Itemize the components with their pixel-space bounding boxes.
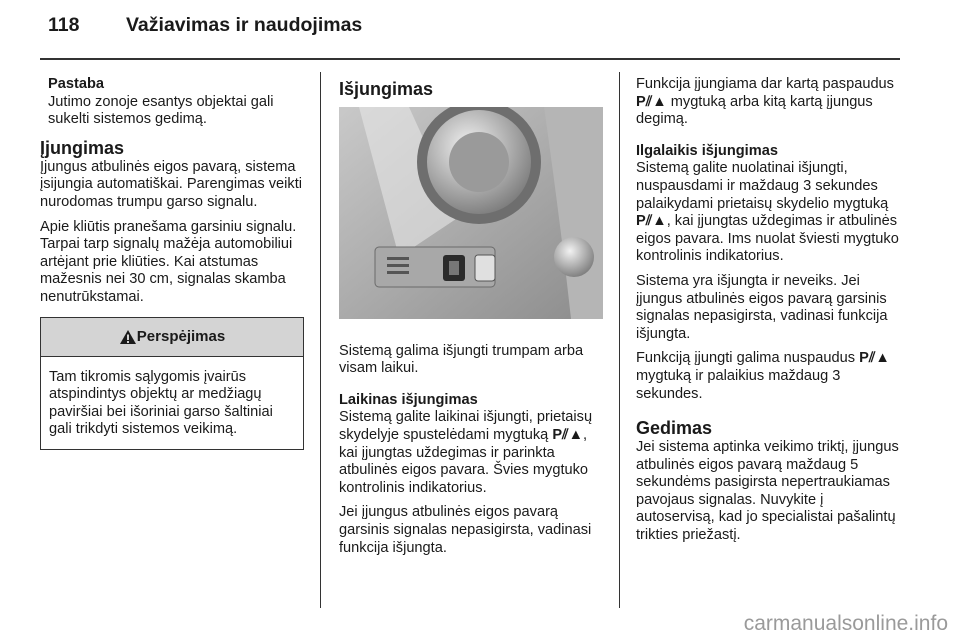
perm-on-paragraph bbox=[636, 350, 904, 403]
column-1 bbox=[40, 76, 304, 450]
temp-off-text-a: Sistemą galite laikinai išjungti, prietaisų skydelyje spustelėdami mygtuką bbox=[339, 409, 593, 443]
chapter-title: Važiavimas ir naudojimas bbox=[126, 14, 363, 36]
on-paragraph-1: Įjungus atbulinės eigos pavarą, sistema įsijungia automatiškai. Parengimas veikti nurodomas trumpu garso signalu. bbox=[40, 158, 302, 210]
reactivate-paragraph bbox=[636, 76, 904, 129]
perm-on-text-b: mygtuką ir palaikius maždaug 3 sekundes. bbox=[636, 367, 841, 402]
off-paragraph: Sistemą galima išjungti trumpam arba visam laikui. bbox=[339, 342, 584, 377]
temp-off-paragraph-2: Jei įjungus atbulinės eigos pavarą garsinis signalas nepasigirsta, vadinasi funkcija išjungta. bbox=[339, 504, 592, 556]
perm-off-text-a: Sistemą galite nuolatinai išjungti, nuspausdami ir maždaug 3 sekundes palaikydami prietaisų skydelio mygtuką bbox=[636, 160, 889, 212]
dashboard-button-photo bbox=[339, 107, 603, 319]
temp-off-paragraph bbox=[339, 409, 605, 497]
warning-triangle-icon bbox=[119, 329, 137, 345]
park-button-icon: P⫽▲ bbox=[636, 93, 667, 110]
reactivate-text-a: Funkcija įjungiama dar kartą paspaudus bbox=[636, 76, 894, 92]
temp-off-text-b: , kai įjungtas uždegimas ir parinkta atbulinės eigos pavara. Švies mygtuko kontrolinis indikatorius. bbox=[339, 426, 589, 496]
section-heading-off: Išjungimas bbox=[339, 79, 434, 99]
warning-title: Perspėjimas bbox=[136, 327, 226, 345]
perm-off-heading: Ilgalaikis išjungimas bbox=[636, 142, 778, 159]
reactivate-text-b: mygtuką arba kitą kartą įjungus degimą. bbox=[636, 93, 873, 128]
watermark: carmanualsonline.info bbox=[743, 612, 948, 635]
page-header bbox=[48, 14, 362, 37]
park-button-icon: P⫽▲ bbox=[636, 213, 667, 230]
fault-paragraph: Jei sistema aptinka veikimo triktį, įjungus atbulinės eigos pavarą maždaug 5 sekundėms pasigirsta nepertraukiamas pavojaus signalas. Nuvykite į autoservisą, kad jo specialistai pašalintų trikties priežastį. bbox=[636, 439, 899, 544]
note-text: Jutimo zonoje esantys objektai gali sukelti sistemos gedimą. bbox=[48, 93, 274, 128]
perm-off-paragraph-2: Sistema yra išjungta ir neveiks. Jei įjungus atbulinės eigos pavarą garsinis signalas nepasigirsta, vadinasi funkcija išjungta. bbox=[636, 272, 888, 342]
section-heading-fault: Gedimas bbox=[636, 418, 713, 439]
temp-off-heading: Laikinas išjungimas bbox=[339, 391, 478, 408]
column-divider-2 bbox=[619, 72, 620, 608]
warning-box bbox=[40, 317, 304, 450]
note-heading: Pastaba bbox=[48, 76, 104, 92]
on-paragraph-2: Apie kliūtis pranešama garsiniu signalu. Tarpai tarp signalų mažėja automobiliui artėjant prie kliūties. Kai atstumas mažesnis nei 30 cm, signalas skamba nenutrūkstamai. bbox=[40, 218, 297, 305]
note-block bbox=[40, 76, 304, 129]
section-heading-on: Įjungimas bbox=[40, 137, 125, 158]
park-button-icon: P⫽▲ bbox=[552, 426, 584, 443]
header-rule bbox=[40, 58, 900, 60]
perm-off-paragraph bbox=[636, 160, 904, 266]
warning-header bbox=[41, 318, 303, 357]
warning-text: Tam tikromis sąlygomis įvairūs atspindintys objektų ar medžiagų paviršiai bei išoriniai garso šaltiniai gali trikdyti sistemos veikimą. bbox=[49, 368, 273, 438]
column-2 bbox=[339, 76, 605, 564]
column-divider-1 bbox=[320, 72, 321, 608]
perm-on-text-a: Funkciją įjungti galima nuspaudus bbox=[636, 350, 860, 367]
park-button-icon: P⫽▲ bbox=[859, 350, 890, 367]
page-number: 118 bbox=[48, 14, 80, 36]
perm-off-text-b: , kai įjungtas uždegimas ir atbulinės eigos pavara. Ims nuolat šviesti mygtuko kontrolinis indikatorius. bbox=[636, 213, 899, 265]
column-3 bbox=[636, 76, 904, 552]
